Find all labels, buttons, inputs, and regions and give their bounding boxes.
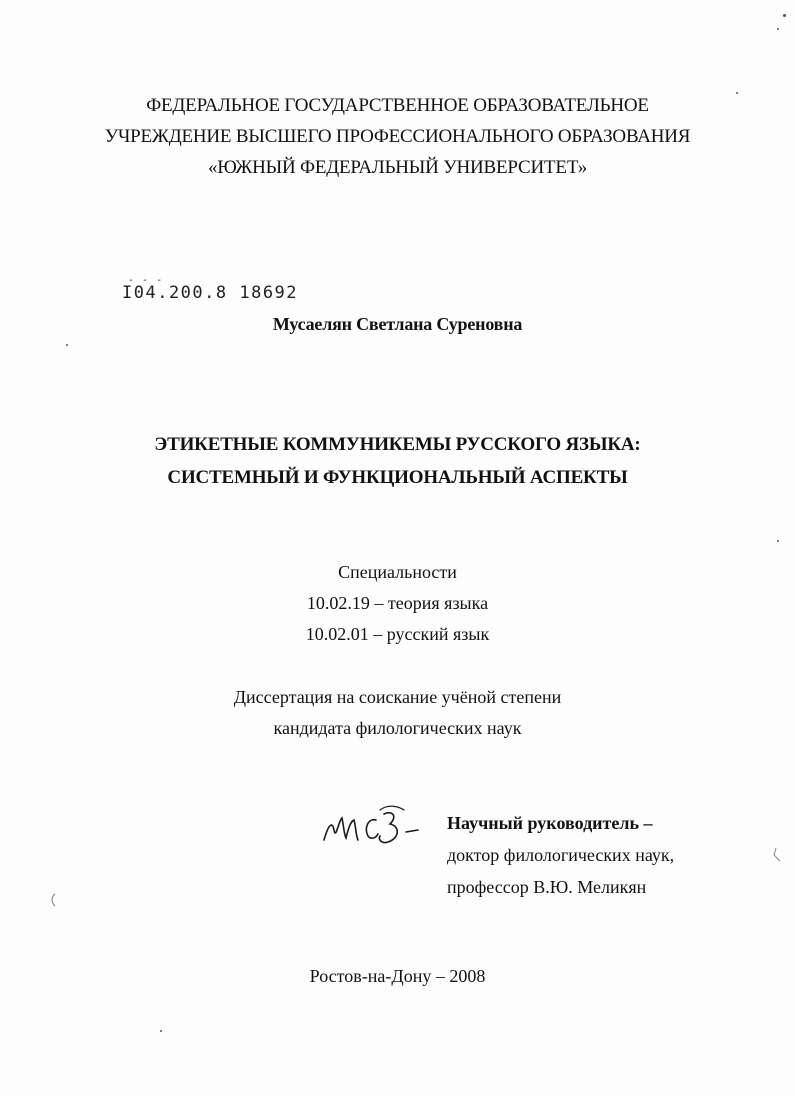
- supervisor-block: [447, 807, 674, 903]
- scan-mark: [772, 847, 782, 863]
- specialties-heading: Специальности: [338, 562, 457, 582]
- organization-line-2: УЧРЕЖДЕНИЕ ВЫСШЕГО ПРОФЕССИОНАЛЬНОГО ОБРАЗОВАНИЯ: [104, 126, 691, 147]
- degree-line-1: Диссертация на соискание учёной степени: [233, 687, 562, 707]
- scan-speck: [66, 344, 68, 346]
- archive-number-value: I04.200.8 18692: [122, 283, 299, 303]
- organization-line-1: ФЕДЕРАЛЬНОЕ ГОСУДАРСТВЕННОЕ ОБРАЗОВАТЕЛЬНОЕ: [146, 95, 649, 116]
- title-line-1: ЭТИКЕТНЫЕ КОММУНИКЕМЫ РУССКОГО ЯЗЫКА:: [154, 434, 641, 455]
- supervisor-degree: доктор филологических наук,: [447, 845, 675, 865]
- archive-stamp-number: [122, 275, 299, 303]
- supervisor-role: Научный руководитель –: [447, 813, 653, 833]
- handwritten-signature: [318, 800, 428, 860]
- scan-speck: [783, 14, 786, 17]
- specialty-item: 10.02.01 – русский язык: [305, 624, 490, 644]
- dissertation-title: [0, 428, 795, 494]
- degree-statement: [0, 682, 795, 744]
- supervisor-name: профессор В.Ю. Меликян: [447, 877, 647, 897]
- scan-speck: [777, 540, 779, 542]
- archive-dashes: - - -: [128, 275, 164, 286]
- city-and-year: Ростов-на-Дону – 2008: [309, 966, 486, 986]
- specialty-item: 10.02.19 – теория языка: [306, 593, 489, 613]
- title-line-2: СИСТЕМНЫЙ И ФУНКЦИОНАЛЬНЫЙ АСПЕКТЫ: [167, 467, 628, 488]
- author-name: Мусаелян Светлана Суреновна: [272, 314, 523, 334]
- organization-header: [0, 90, 795, 183]
- scan-speck: [777, 28, 779, 30]
- degree-line-2: кандидата филологических наук: [273, 718, 522, 738]
- scan-speck: [736, 92, 738, 94]
- specialties-block: [0, 557, 795, 650]
- organization-line-3: «ЮЖНЫЙ ФЕДЕРАЛЬНЫЙ УНИВЕРСИТЕТ»: [207, 157, 588, 178]
- scan-speck: [160, 1030, 162, 1032]
- scan-mark: [49, 893, 57, 907]
